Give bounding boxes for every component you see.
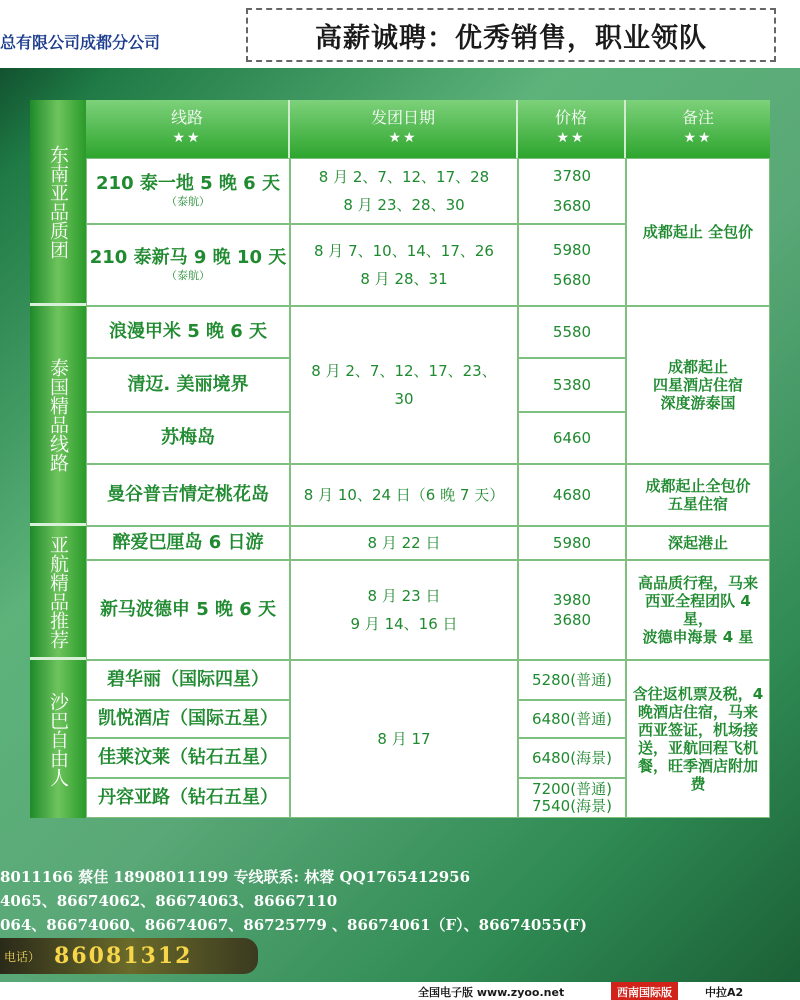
page-label: 中拉A2 <box>705 986 744 999</box>
route-cell <box>86 158 290 224</box>
date-text: 8 月 2、7、12、17、28 <box>318 168 490 186</box>
note-text: 含往返机票及税，4 晚酒店住宿，马来西亚签证，机场接送，亚航回程飞机餐，旺季酒店附加费 <box>632 685 764 793</box>
category-sabah <box>30 660 86 818</box>
hotline-label: 电话） <box>4 949 41 964</box>
route-name: 浪漫甲米 5 晚 6 天 <box>108 321 268 342</box>
category-thailand <box>30 306 86 526</box>
date-cell <box>290 306 518 464</box>
price-text: 5380 <box>552 376 592 394</box>
route-name: 醉爱巴厘岛 6 日游 <box>112 532 264 553</box>
header-route <box>86 100 290 158</box>
route-name: 丹容亚路（钻石五星） <box>98 787 278 808</box>
header-stars: ★★ <box>683 130 713 146</box>
price-text: 4680 <box>552 486 592 504</box>
date-cell <box>290 526 518 560</box>
category-label: 沙巴自由人 <box>47 691 69 787</box>
category-airasia <box>30 526 86 660</box>
price-cell <box>518 412 626 464</box>
header-price <box>518 100 626 158</box>
date-text: 8 月 28、31 <box>360 270 448 288</box>
header-stars: ★★ <box>172 130 202 146</box>
airline-label: （泰航） <box>166 269 210 282</box>
header-date <box>290 100 518 158</box>
header-label: 备注 <box>681 108 714 127</box>
date-cell <box>290 464 518 526</box>
route-name: 新马波德申 5 晚 6 天 <box>99 599 277 620</box>
contact-line-1: 8011166 蔡佳 18908011199 专线联系: 林蓉 QQ1765412956 <box>0 868 471 886</box>
category-label: 亚航精品推荐 <box>47 534 69 649</box>
price-text: 3980 <box>552 591 592 609</box>
edition-label: 全国电子版 www.zyoo.net <box>418 986 565 999</box>
hotline-box <box>0 938 258 974</box>
price-cell <box>518 778 626 818</box>
route-cell <box>86 778 290 818</box>
price-text: 6480(海景) <box>532 749 612 767</box>
price-text: 3780 <box>552 167 592 185</box>
recruit-banner: 高薪诚聘：优秀销售，职业领队 <box>246 8 776 62</box>
hotline-number: 86081312 <box>54 943 193 969</box>
note-cell <box>626 560 770 660</box>
price-text: 7540(海景) <box>532 797 612 815</box>
note-text: 高品质行程，马来西亚全程团队 4 星， 波德申海景 4 星 <box>637 574 758 646</box>
note-text: 成都起止 四星酒店住宿 深度游泰国 <box>652 358 743 412</box>
route-cell <box>86 358 290 412</box>
price-text: 5980 <box>552 241 592 259</box>
route-cell <box>86 560 290 660</box>
contact-line-3: 064、86674060、86674067、86725779 、86674061（F）、86674055(F) <box>0 916 588 934</box>
header-note <box>626 100 770 158</box>
price-cell <box>518 464 626 526</box>
note-cell <box>626 464 770 526</box>
contact-line-2: 4065、86674062、86674063、86667110 <box>0 892 338 910</box>
route-name: 凯悦酒店（国际五星） <box>98 708 278 729</box>
header-label: 线路 <box>170 108 203 127</box>
note-text: 成都起止 全包价 <box>642 223 754 241</box>
category-label: 东南亚品质团 <box>47 144 69 259</box>
date-text: 8 月 23、28、30 <box>343 196 465 214</box>
date-text: 30 <box>394 390 414 408</box>
route-name: 曼谷普吉情定桃花岛 <box>107 484 269 505</box>
note-cell <box>626 158 770 306</box>
date-cell <box>290 660 518 818</box>
price-cell <box>518 158 626 224</box>
category-label: 泰国精品线路 <box>47 357 69 472</box>
route-cell <box>86 464 290 526</box>
price-text: 5580 <box>552 323 592 341</box>
date-text: 8 月 22 日 <box>367 534 441 552</box>
price-cell <box>518 560 626 660</box>
route-cell <box>86 700 290 738</box>
route-name: 碧华丽（国际四星） <box>107 669 269 690</box>
route-cell <box>86 224 290 306</box>
date-cell <box>290 560 518 660</box>
airline-label: （泰航） <box>166 195 210 208</box>
category-column <box>30 100 86 818</box>
route-name: 苏梅岛 <box>161 427 215 448</box>
price-text: 5680 <box>552 271 592 289</box>
date-text: 8 月 7、10、14、17、26 <box>314 242 494 260</box>
header-stars: ★★ <box>388 130 418 146</box>
route-cell <box>86 306 290 358</box>
price-text: 5280(普通) <box>532 671 612 689</box>
price-cell <box>518 660 626 700</box>
route-name: 210 泰新马 9 晚 10 天 <box>89 247 287 268</box>
note-text: 深起港止 <box>667 534 728 552</box>
date-text: 8 月 10、24 日（6 晚 7 天） <box>303 486 505 504</box>
price-cell <box>518 738 626 778</box>
header-stars: ★★ <box>556 130 586 146</box>
category-southeast-asia <box>30 100 86 306</box>
date-text: 8 月 2、7、12、17、23、 <box>311 362 497 380</box>
note-cell <box>626 526 770 560</box>
date-cell <box>290 158 518 224</box>
route-name: 清迈. 美丽境界 <box>127 374 249 395</box>
route-cell <box>86 660 290 700</box>
section-badge: 西南国际版 <box>611 982 678 1000</box>
note-cell <box>626 306 770 464</box>
price-cell <box>518 526 626 560</box>
price-cell <box>518 306 626 358</box>
price-cell <box>518 224 626 306</box>
route-name: 210 泰一地 5 晚 6 天 <box>96 173 280 194</box>
tour-table <box>30 100 770 818</box>
price-text: 3680 <box>552 611 592 629</box>
price-text: 6460 <box>552 429 592 447</box>
company-name: 总有限公司成都分公司 <box>0 33 161 52</box>
date-text: 8 月 17 <box>377 730 431 748</box>
header-label: 价格 <box>554 108 587 127</box>
note-text: 成都起止全包价 五星住宿 <box>645 477 751 513</box>
date-text: 9 月 14、16 日 <box>350 615 458 633</box>
note-cell <box>626 660 770 818</box>
price-text: 7200(普通) <box>532 780 612 798</box>
price-text: 5980 <box>552 534 592 552</box>
price-cell <box>518 700 626 738</box>
date-text: 8 月 23 日 <box>367 587 441 605</box>
price-text: 3680 <box>552 197 592 215</box>
route-cell <box>86 738 290 778</box>
price-text: 6480(普通) <box>532 710 612 728</box>
date-cell <box>290 224 518 306</box>
header-label: 发团日期 <box>370 108 435 127</box>
route-name: 佳莱汶莱（钻石五星） <box>98 747 278 768</box>
footer-bar <box>0 982 800 1000</box>
route-cell <box>86 412 290 464</box>
price-cell <box>518 358 626 412</box>
route-cell <box>86 526 290 560</box>
